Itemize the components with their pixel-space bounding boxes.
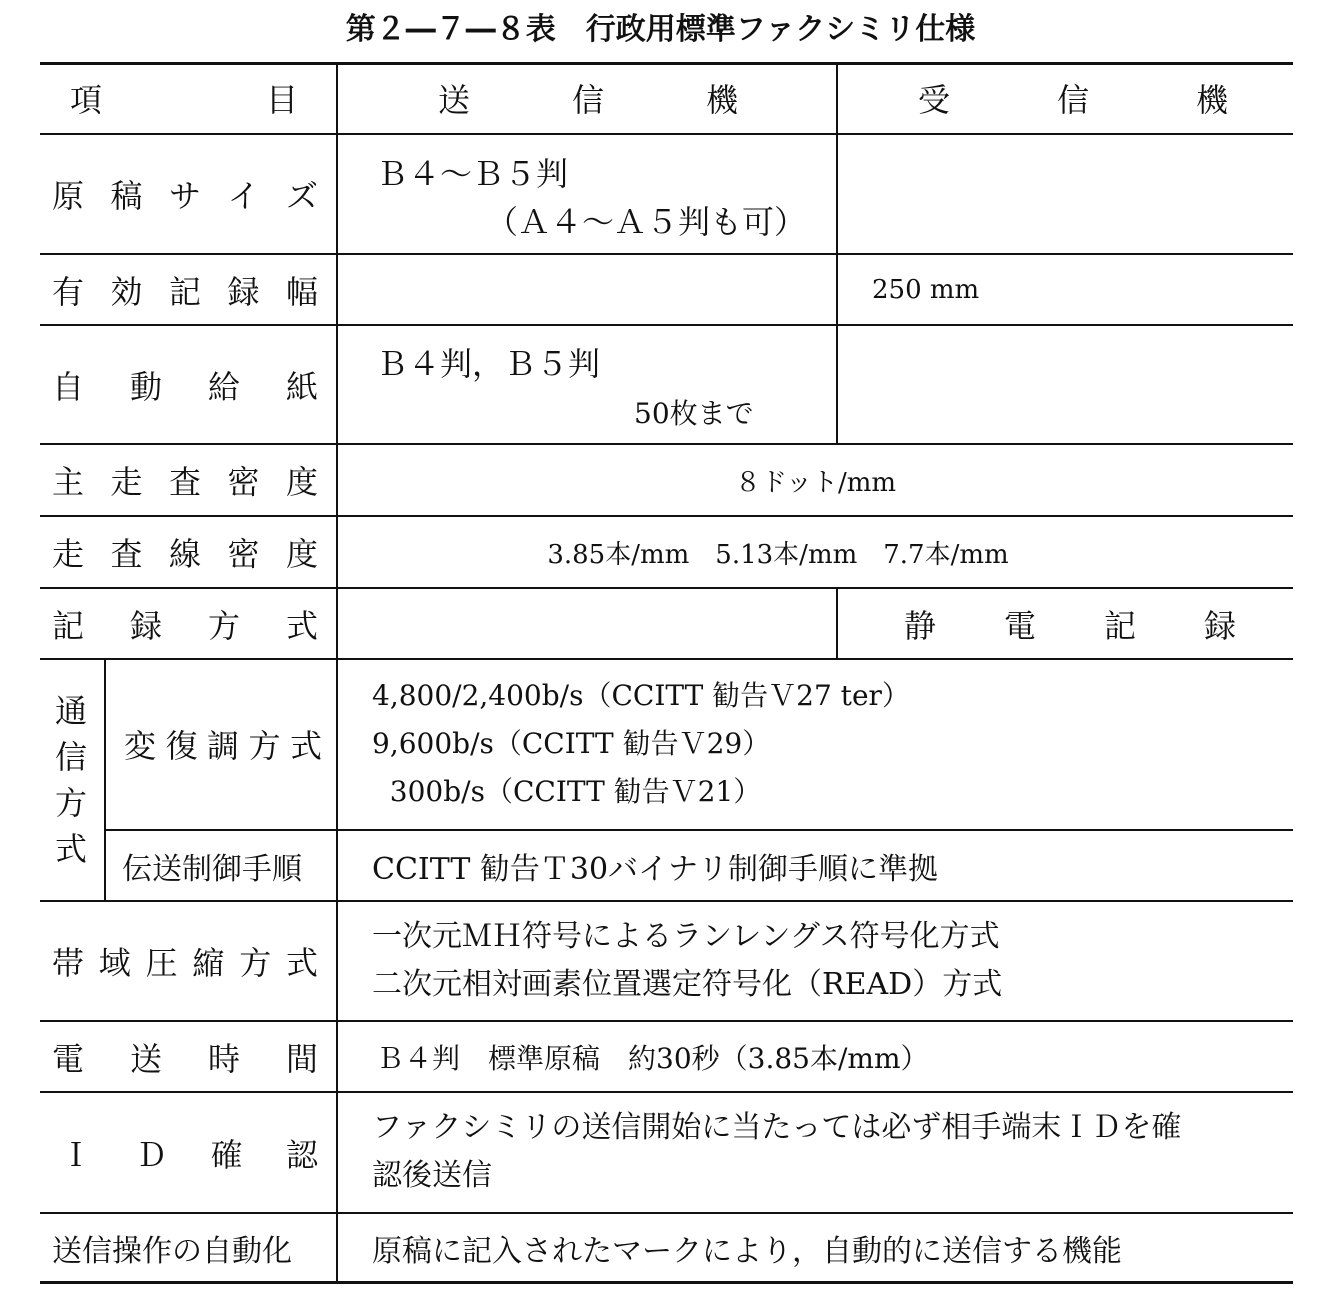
label-char: 有 (52, 272, 85, 311)
column-divider (836, 325, 838, 444)
value-char: 録 (1203, 606, 1236, 645)
column-divider-header (836, 62, 838, 134)
original-size-sender-line1: Ｂ４～Ｂ５判 (376, 155, 569, 193)
row-label-effective-width (52, 254, 318, 325)
column-divider (836, 134, 838, 254)
row-label-compression (52, 901, 318, 1021)
modulation-line: 9,600b/s（CCITT 勧告Ｖ29） (372, 727, 771, 760)
label-char: 調 (206, 727, 239, 765)
label-char: 録 (129, 606, 162, 645)
column-divider (836, 254, 838, 325)
label-char: 査 (168, 463, 201, 501)
label-char: 電 (52, 1039, 85, 1078)
id-check-values (372, 1102, 1282, 1202)
header-receiver-char: 受 (918, 80, 951, 119)
column-divider (836, 588, 838, 659)
row-label-recording-method (52, 588, 318, 659)
label-char: ズ (285, 177, 318, 215)
label-char: 帯 (52, 944, 85, 982)
auto-feed-sender-line1: Ｂ４判，Ｂ５判 (376, 345, 601, 383)
value-char: 電 (1003, 606, 1036, 645)
value-char: 静 (904, 606, 937, 645)
label-char: 原 (52, 177, 85, 215)
automation-value: 原稿に記入されたマークにより，自動的に送信する機能 (372, 1233, 1122, 1269)
label-char: イ (227, 177, 260, 215)
label-char: 式 (285, 606, 318, 645)
main-scan-density-value: ８ドット/mm (734, 467, 897, 498)
modulation-line: 4,800/2,400b/s（CCITT 勧告Ｖ27 ter） (372, 679, 910, 712)
label-char: 走 (110, 463, 143, 501)
label-char: Ｉ (60, 1135, 93, 1174)
label-char: 度 (285, 463, 318, 501)
label-char: 式 (289, 727, 322, 765)
label-char: 確 (210, 1135, 243, 1174)
label-char: 効 (110, 272, 143, 311)
label-char: 圧 (145, 944, 178, 982)
label-char: 方 (207, 606, 240, 645)
header-sender-char: 機 (705, 80, 738, 119)
header-item (70, 62, 298, 133)
scan-line-density-value: 3.85本/mm 5.13本/mm 7.7本/mm (547, 539, 1009, 570)
comm-group-label (48, 659, 94, 901)
label-char: 線 (168, 535, 201, 573)
modulation-values (372, 670, 1272, 818)
label-char: 信 (54, 738, 87, 776)
label-char: 縮 (192, 944, 225, 982)
header-item-char: 目 (265, 80, 298, 119)
label-char: 方 (248, 727, 281, 765)
header-sender-char: 信 (571, 80, 604, 119)
recording-method-receiver (904, 588, 1236, 659)
label-char: 域 (98, 944, 131, 982)
label-char: 主 (52, 463, 85, 501)
effective-width-receiver: 250 mm (872, 274, 980, 305)
label-char: サ (168, 177, 201, 215)
transmission-time-value: Ｂ４判 標準原稿 約30秒（3.85本/mm） (376, 1041, 929, 1075)
label-char: 式 (54, 830, 87, 868)
row-label-auto-feed (52, 325, 318, 444)
control-value: CCITT 勧告Ｔ30バイナリ制御手順に準拠 (372, 852, 939, 887)
id-check-line: ファクシミリの送信開始に当たっては必ず相手端末ＩＤを確 (372, 1110, 1182, 1145)
label-char: Ｄ (135, 1135, 168, 1174)
header-sender-char: 送 (438, 80, 471, 119)
label-char: 変 (124, 727, 157, 765)
label-char: 動 (129, 367, 162, 406)
label-char: 自 (52, 367, 85, 406)
label-char: 方 (239, 944, 272, 982)
label-char: 査 (110, 535, 143, 573)
header-receiver-char: 信 (1056, 80, 1089, 119)
label-char: 式 (285, 944, 318, 982)
row-label-modulation (124, 659, 322, 829)
compression-line: 二次元相対画素位置選定符号化（READ）方式 (372, 967, 1003, 1002)
row-label-id-check (60, 1092, 318, 1213)
row-label-original-size (52, 134, 318, 254)
label-char: 密 (227, 535, 260, 573)
label-char: 方 (54, 784, 87, 822)
header-sender (438, 62, 738, 133)
label-char: 間 (285, 1039, 318, 1078)
header-receiver-char: 機 (1195, 80, 1228, 119)
label-char: 時 (207, 1039, 240, 1078)
row-label-automation: 送信操作の自動化 (52, 1233, 292, 1269)
original-size-sender-line2: （Ａ４～Ａ５判も可） (486, 203, 807, 241)
comm-group-divider (104, 659, 106, 901)
label-char: 認 (285, 1135, 318, 1174)
label-char: 記 (168, 272, 201, 311)
row-label-transmission-time (52, 1021, 318, 1092)
label-char: 記 (52, 606, 85, 645)
row-label-scan-line-density (52, 516, 318, 588)
label-char: 密 (227, 463, 260, 501)
compression-line: 一次元ＭＨ符号によるランレングス符号化方式 (372, 919, 1000, 954)
label-char: 通 (54, 692, 87, 730)
column-divider-label (336, 62, 338, 1284)
row-label-control: 伝送制御手順 (122, 852, 302, 887)
label-char: 送 (129, 1039, 162, 1078)
header-item-char: 項 (70, 80, 103, 119)
label-char: 稿 (110, 177, 143, 215)
label-char: 幅 (285, 272, 318, 311)
label-char: 録 (227, 272, 260, 311)
label-char: 度 (285, 535, 318, 573)
label-char: 復 (165, 727, 198, 765)
label-char: 給 (207, 367, 240, 406)
label-char: 紙 (285, 367, 318, 406)
header-receiver (918, 62, 1228, 133)
modulation-line: 300b/s（CCITT 勧告Ｖ21） (372, 775, 762, 808)
spec-table (40, 62, 1293, 1284)
row-label-main-scan-density (52, 444, 318, 516)
id-check-line: 認後送信 (372, 1158, 492, 1193)
auto-feed-sender-line2: 50枚まで (634, 397, 754, 430)
table-title: 第２―７―８表 行政用標準ファクシミリ仕様 (345, 12, 976, 47)
compression-values (372, 911, 1272, 1011)
label-char: 走 (52, 535, 85, 573)
value-char: 記 (1103, 606, 1136, 645)
